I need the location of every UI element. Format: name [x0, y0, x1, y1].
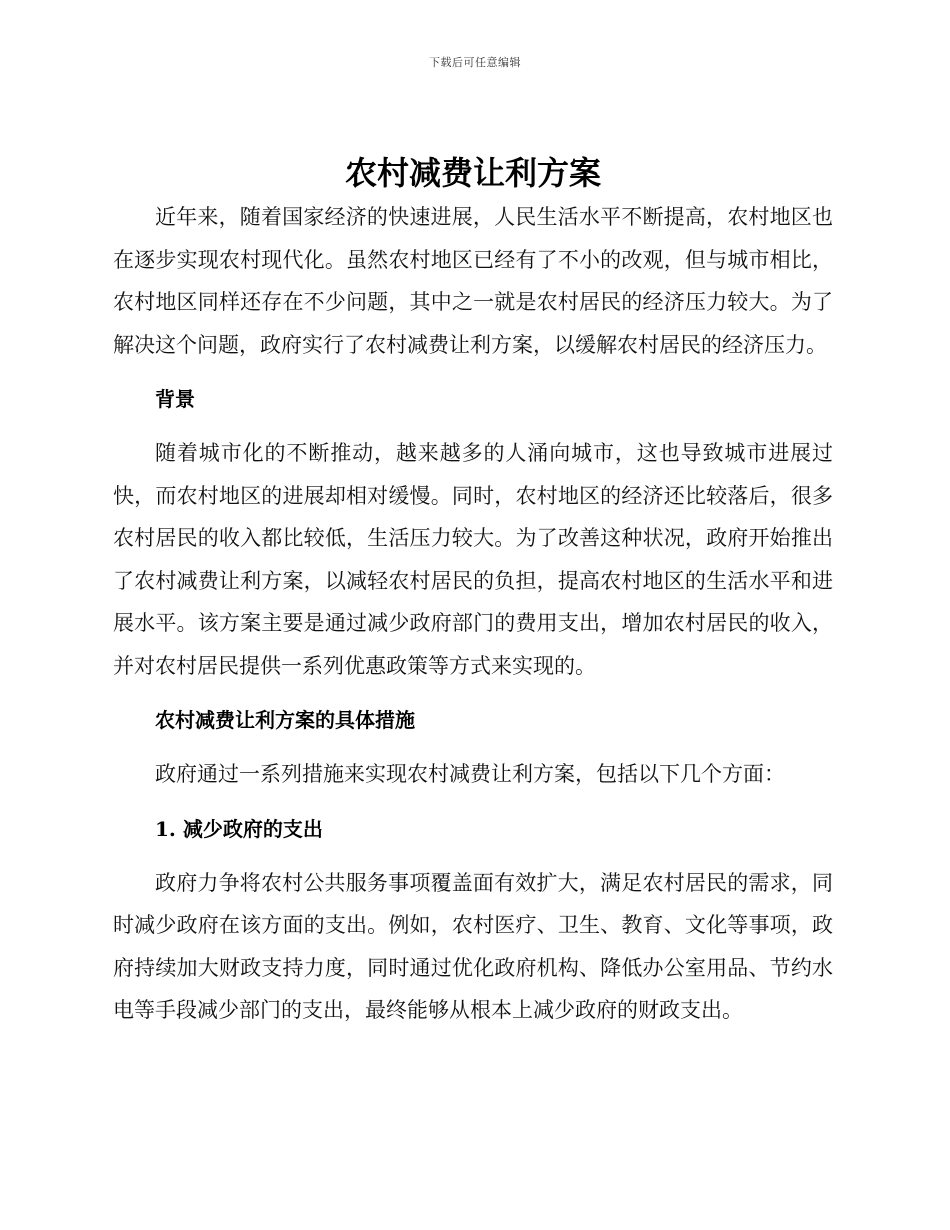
section-heading-background: 背景 — [155, 387, 195, 411]
header-note: 下载后可任意编辑 — [429, 56, 521, 69]
intro-paragraph: 近年来，随着国家经济的快速进展，人民生活水平不断提高，农村地区也在逐步实现农村现代化。虽然农村地区已经有了不小的改观，但与城市相比，农村地区同样还存在不少问题，其中之一就是农村居民的经济压力较大。为了解决这个问题，政府实行了农村减费让利方案，以缓解农村居民的经济压力。 — [113, 205, 833, 357]
document-body — [113, 150, 833, 1032]
spacer — [113, 366, 833, 378]
spacer — [113, 687, 833, 699]
section-paragraph-reduce-spending: 政府力争将农村公共服务事项覆盖面有效扩大，满足农村居民的需求，同时减少政府在该方面的支出。例如，农村医疗、卫生、教育、文化等事项，政府持续加大财政支持力度，同时通过优化政府机构、降低办公室用品、节约水电等手段减少部门的支出，最终能够从根本上减少政府的财政支出。 — [113, 870, 833, 1022]
section-heading-measures: 农村减费让利方案的具体措施 — [155, 708, 415, 732]
section-paragraph-background: 随着城市化的不断推动，越来越多的人涌向城市，这也导致城市进展过快，而农村地区的进展却相对缓慢。同时，农村地区的经济还比较落后，很多农村居民的收入都比较低，生活压力较大。为了改善这种状况，政府开始推出了农村减费让利方案，以减轻农村居民的负担，提高农村地区的生活水平和进展水平。该方案主要是通过减少政府部门的费用支出，增加农村居民的收入，并对农村居民提供一系列优惠政策等方式来实现的。 — [113, 441, 833, 678]
document-title: 农村减费让利方案 — [344, 154, 601, 192]
spacer — [113, 796, 833, 808]
section-heading-reduce-spending: 1. 减少政府的支出 — [155, 816, 323, 841]
spacer — [113, 420, 833, 432]
section-paragraph-measures: 政府通过一系列措施来实现农村减费让利方案，包括以下几个方面： — [155, 762, 785, 786]
spacer — [113, 741, 833, 753]
spacer — [113, 850, 833, 862]
